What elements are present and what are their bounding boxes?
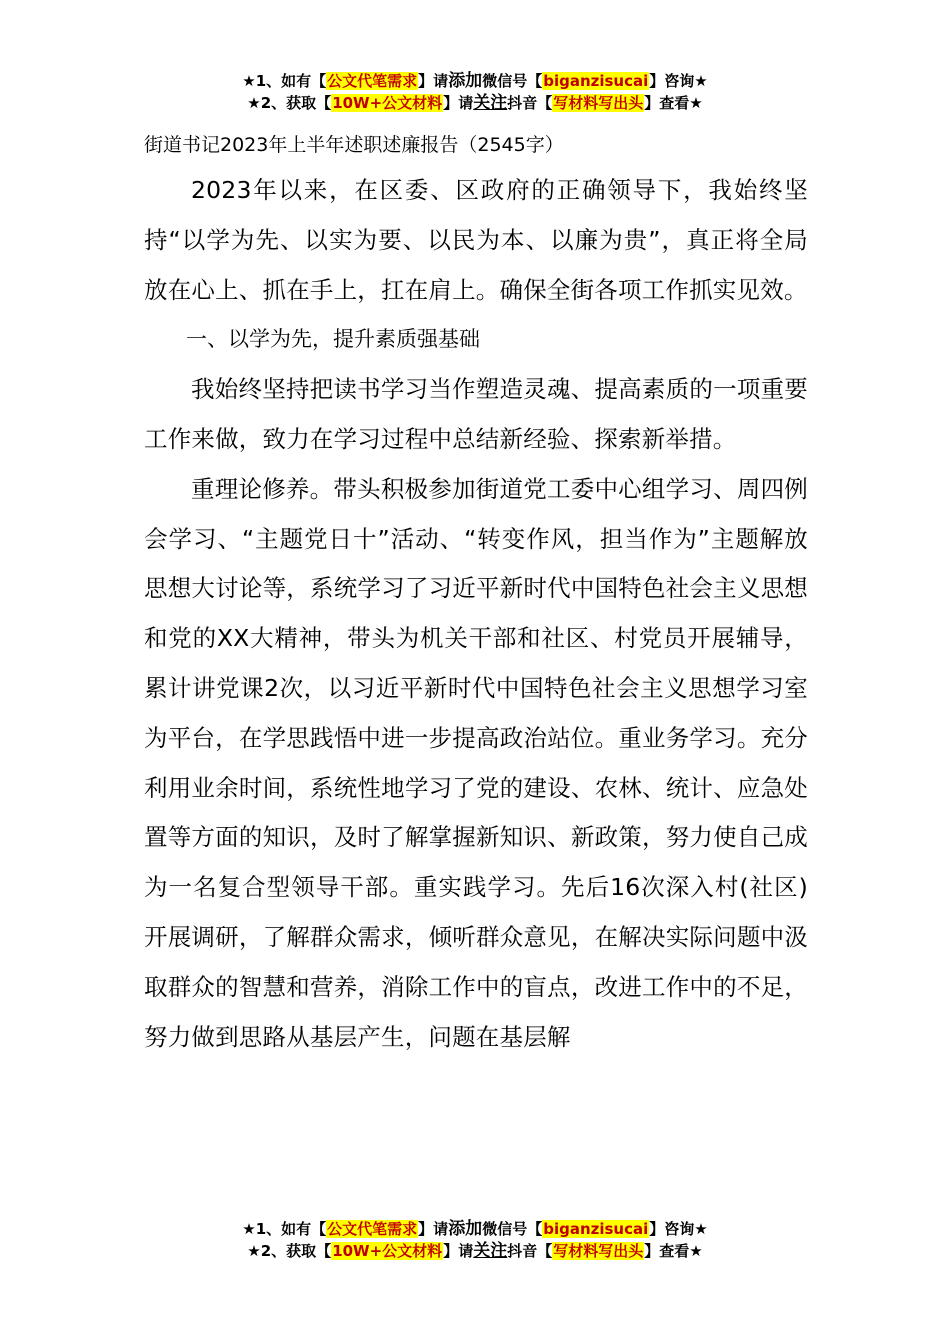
highlight-douyin-id: 写材料写出头 — [553, 94, 644, 112]
highlight-materials: 10W+公文材料 — [332, 1242, 443, 1260]
section-1-paragraph-2: 重理论修养。带头积极参加街道党工委中心组学习、周四例会学习、“主题党日十”活动、“转变作风，担当作为”主题解放思想大讨论等，系统学习了习近平新时代中国特色社会主义思想和党的XX大精神，带头为机关干部和社区、村党员开展辅导，累计讲党课2次，以习近平新时代中国特色社会主义思想学习室为平台，在学思践悟中进一步提高政治站位。重业务学习。充分利用业余时间，系统性地学习了党的建设、农林、统计、应急处置等方面的知识，及时了解掌握新知识、新政策，努力使自己成为一名复合型领导干部。重实践学习。先后16次深入村(社区)开展调研，了解群众需求，倾听群众意见，在解决实际问题中汲取群众的智慧和营养，消除工作中的盲点，改进工作中的不足，努力做到思路从基层产生，问题在基层解 — [144, 474, 808, 1051]
promo-line-1: ★1、如有【公文代笔需求】请添加微信号【biganzisucai】咨询★ — [242, 1219, 708, 1239]
top-promo-banner — [0, 70, 950, 114]
highlight-douyin-id: 写材料写出头 — [553, 1242, 644, 1260]
promo-line-1: ★1、如有【公文代笔需求】请添加微信号【biganzisucai】咨询★ — [242, 71, 708, 91]
document-title: 街道书记2023年上半年述职述廉报告（2545字） — [144, 134, 564, 156]
highlight-service: 公文代笔需求 — [327, 1220, 418, 1238]
highlight-wechat-id: biganzisucai — [543, 1220, 649, 1238]
section-1-paragraph-1: 我始终坚持把读书学习当作塑造灵魂、提高素质的一项重要工作来做，致力在学习过程中总结新经验、探索新举措。 — [144, 375, 808, 453]
document-body — [144, 130, 808, 1062]
section-heading-1: 一、以学为先，提升素质强基础 — [186, 327, 480, 352]
promo-line-2: ★2、获取【10W+公文材料】请关注抖音【写材料写出头】查看★ — [247, 93, 703, 113]
bottom-promo-banner — [0, 1218, 950, 1262]
intro-paragraph: 2023年以来，在区委、区政府的正确领导下，我始终坚持“以学为先、以实为要、以民为本、以廉为贵”，真正将全局放在心上、抓在手上，扛在肩上。确保全街各项工作抓实见效。 — [144, 176, 808, 304]
highlight-wechat-id: biganzisucai — [543, 72, 649, 90]
promo-line-2: ★2、获取【10W+公文材料】请关注抖音【写材料写出头】查看★ — [247, 1241, 703, 1261]
highlight-materials: 10W+公文材料 — [332, 94, 443, 112]
highlight-service: 公文代笔需求 — [327, 72, 418, 90]
